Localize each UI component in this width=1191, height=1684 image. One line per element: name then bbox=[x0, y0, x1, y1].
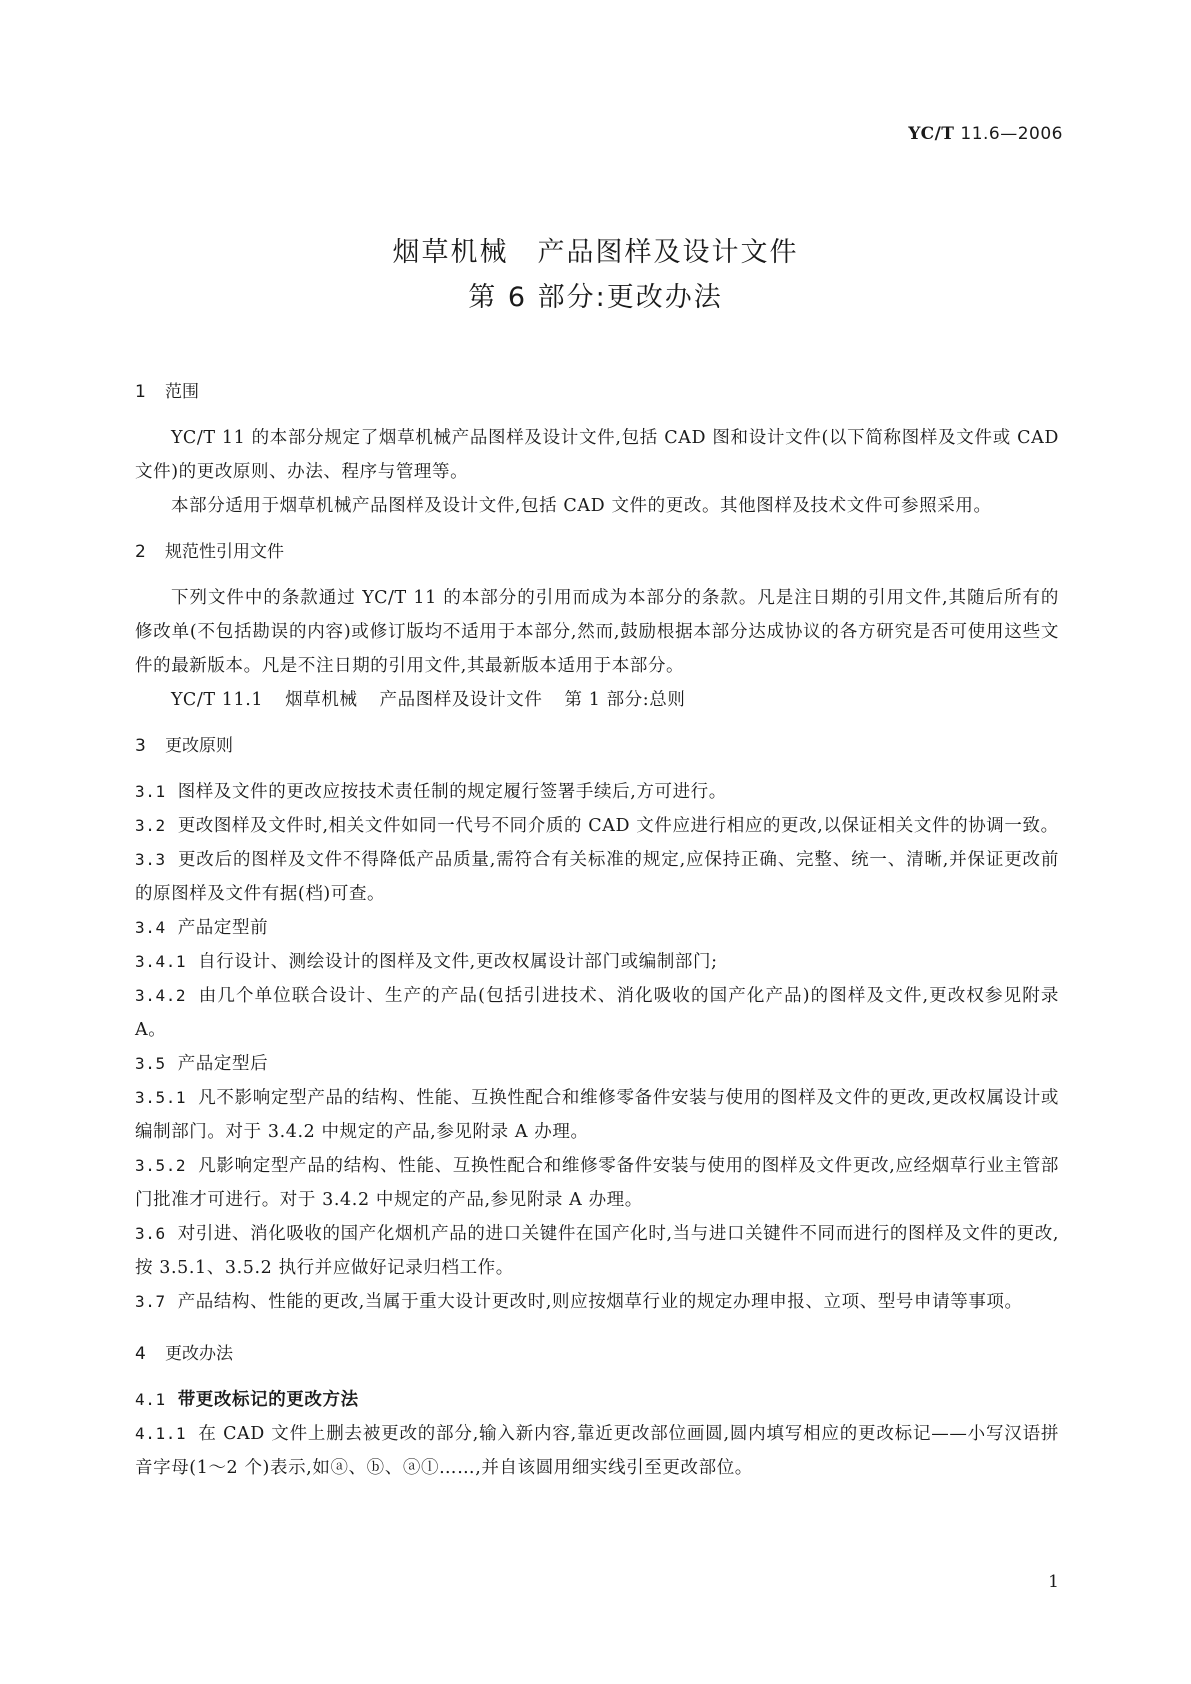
document-subtitle: 第 6 部分:更改办法 bbox=[468, 282, 723, 313]
subsection-heading: 4.1 带更改标记的更改方法 bbox=[135, 1390, 359, 1410]
clause: 3.4.2 由几个单位联合设计、生产的产品(包括引进技术、消化吸收的国产化产品)的图样及文件,更改权参见附录 A。 bbox=[135, 986, 1059, 1040]
clause: 3.6 对引进、消化吸收的国产化烟机产品的进口关键件在国产化时,当与进口关键件不同而进行的图样及文件的更改,按 3.5.1、3.5.2 执行并应做好记录归档工作。 bbox=[135, 1224, 1059, 1278]
section-heading: 3 更改原则 bbox=[135, 736, 233, 756]
section-heading: 4 更改办法 bbox=[135, 1344, 233, 1364]
clause: 4.1.1 在 CAD 文件上删去被更改的部分,输入新内容,靠近更改部位画圆,圆内填写相应的更改标记——小写汉语拼音字母(1～2 个)表示,如ⓐ、ⓑ、ⓐⓛ……,并自该圆用细实线引至更改部位。 bbox=[135, 1424, 1059, 1478]
clause: 3.3 更改后的图样及文件不得降低产品质量,需符合有关标准的规定,应保持正确、完整、统一、清晰,并保证更改前的原图样及文件有据(档)可查。 bbox=[135, 850, 1059, 904]
paragraph: 下列文件中的条款通过 YC/T 11 的本部分的引用而成为本部分的条款。凡是注日期的引用文件,其随后所有的修改单(不包括勘误的内容)或修订版均不适用于本部分,然而,鼓励根据本部分达成协议的各方研究是否可使用这些文件的最新版本。凡是不注日期的引用文件,其最新版本适用于本部分。 bbox=[135, 588, 1059, 676]
paragraph: YC/T 11 的本部分规定了烟草机械产品图样及设计文件,包括 CAD 图和设计文件(以下简称图样及文件或 CAD 文件)的更改原则、办法、程序与管理等。 bbox=[135, 428, 1059, 482]
document-body bbox=[135, 375, 1059, 1485]
clause-list bbox=[135, 775, 1059, 1319]
clause: 3.2 更改图样及文件时,相关文件如同一代号不同介质的 CAD 文件应进行相应的更改,以保证相关文件的协调一致。 bbox=[135, 816, 1059, 836]
standard-code: YC/T 11.6—2006 bbox=[908, 124, 1063, 144]
clause: 3.4 产品定型前 bbox=[135, 918, 269, 938]
section-heading: 1 范围 bbox=[135, 382, 199, 402]
normative-reference: YC/T 11.1 烟草机械 产品图样及设计文件 第 1 部分:总则 bbox=[171, 690, 686, 710]
clause: 3.5.2 凡影响定型产品的结构、性能、互换性配合和维修零备件安装与使用的图样及文件更改,应经烟草行业主管部门批准才可进行。对于 3.4.2 中规定的产品,参见附录 A 办理。 bbox=[135, 1156, 1059, 1210]
section-heading: 2 规范性引用文件 bbox=[135, 542, 284, 562]
paragraph: 本部分适用于烟草机械产品图样及设计文件,包括 CAD 文件的更改。其他图样及技术文件可参照采用。 bbox=[171, 496, 992, 516]
document-title: 烟草机械 产品图样及设计文件 bbox=[392, 237, 799, 268]
clause: 3.1 图样及文件的更改应按技术责任制的规定履行签署手续后,方可进行。 bbox=[135, 782, 727, 802]
page-number: 1 bbox=[1048, 1572, 1059, 1592]
clause: 3.4.1 自行设计、测绘设计的图样及文件,更改权属设计部门或编制部门; bbox=[135, 952, 718, 972]
clause: 3.7 产品结构、性能的更改,当属于重大设计更改时,则应按烟草行业的规定办理申报、立项、型号申请等事项。 bbox=[135, 1292, 1023, 1312]
clause: 3.5 产品定型后 bbox=[135, 1054, 269, 1074]
clause: 3.5.1 凡不影响定型产品的结构、性能、互换性配合和维修零备件安装与使用的图样及文件的更改,更改权属设计或编制部门。对于 3.4.2 中规定的产品,参见附录 A 办理。 bbox=[135, 1088, 1059, 1142]
